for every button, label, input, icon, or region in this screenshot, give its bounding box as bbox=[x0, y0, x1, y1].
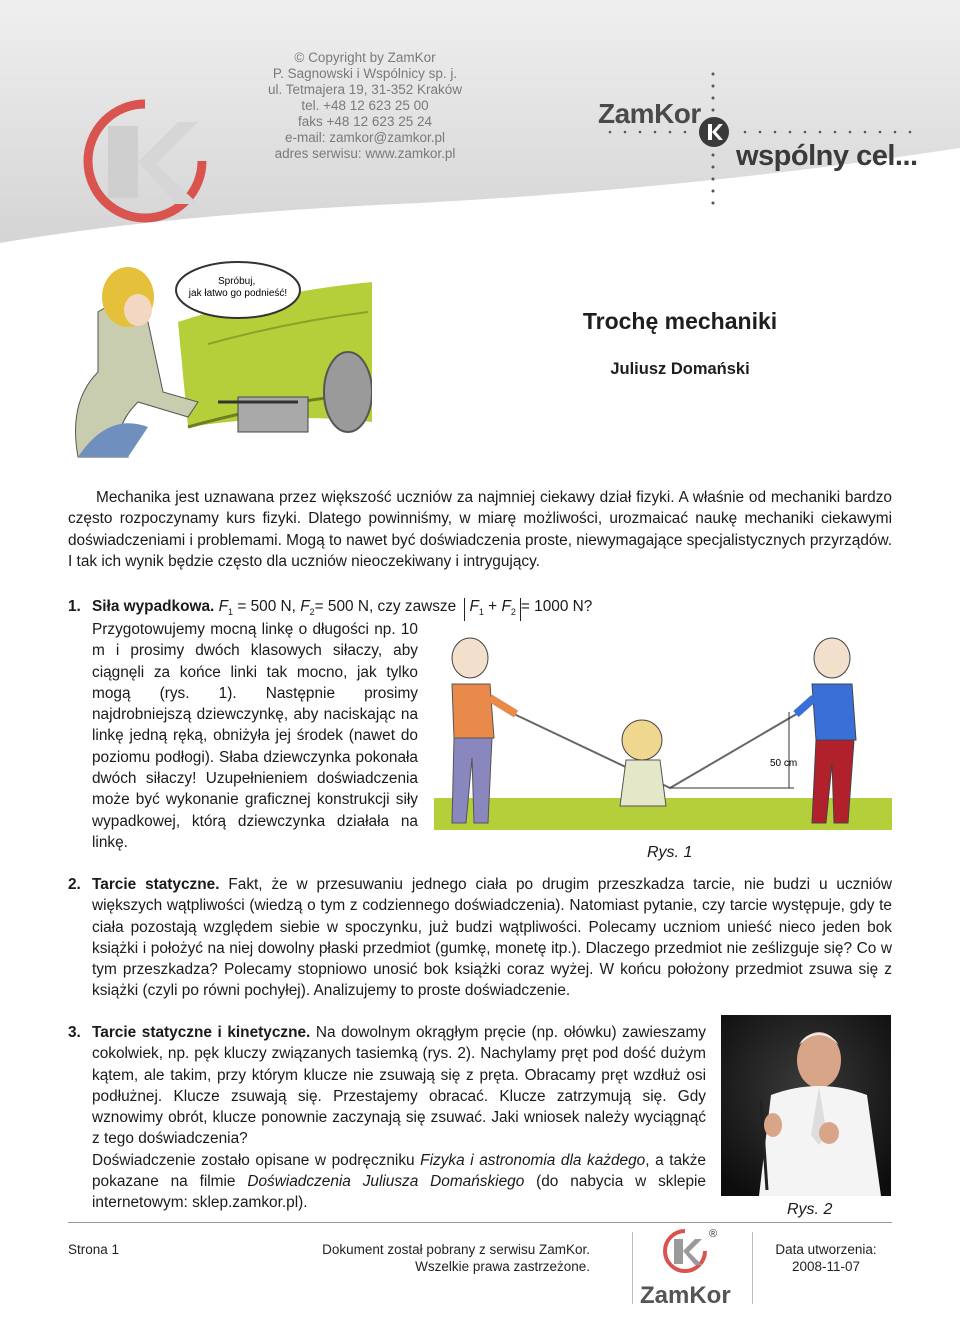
document-author: Juliusz Domański bbox=[610, 360, 750, 378]
force-f1-value: = 500 N, bbox=[237, 598, 296, 615]
section-1-body: Przygotowujemy mocną linkę o długości np. 10 m i prosimy dwóch klasowych siłaczy, aby ciągnęli za końce linki tak mocno, jak tylko mogą (rys. 1). Następnie prosimy najdrobniejszą dziewczynkę, aby naciskając na linkę jedną ręką, obniżyła jej środek (nawet do poziomu podłogi). Słaba dziewczynka pokonała dwóch siłaczy! Uzupełnieniem doświadczenia może być wykonanie graficznej konstrukcji siły wypadkowej, którą dziewczynka działała na linkę. bbox=[92, 621, 418, 851]
brand-k-badge-icon bbox=[698, 116, 730, 148]
section-number: 2. bbox=[68, 876, 81, 893]
film-title: Doświadczenia Juliusza Domańskiego bbox=[247, 1173, 525, 1191]
vector-sum-result: = 1000 N? bbox=[520, 598, 593, 615]
force-f1-subscript: 1 bbox=[228, 607, 234, 618]
figure-1-caption: Rys. 1 bbox=[647, 844, 693, 861]
footer-notice-line: Wszelkie prawa zastrzeżone. bbox=[415, 1259, 590, 1274]
section-heading: Siła wypadkowa. bbox=[92, 598, 215, 615]
section-heading: Tarcie statyczne. bbox=[92, 876, 220, 893]
creation-date-value: 2008-11-07 bbox=[791, 1259, 861, 1274]
speech-bubble-line: Spróbuj, bbox=[217, 276, 256, 287]
intro-paragraph: Mechanika jest uznawana przez większość uczniów za najmniej ciekawy dział fizyki. A właśnie od mechaniki bardzo często rozpoczynamy kurs fizyki. Dlatego powinniśmy, w miarę możliwości, urozmaicać naukę mechaniki ciekawymi doświadczeniami i problemami. Mogą to nawet być doświadczenia proste, niewymagające specjalistycznych przyrządów. I tak ich wynik będzie często dla uczniów nieoczekiwany i intrygujący. bbox=[68, 489, 892, 570]
fax-line: faks +48 12 623 25 24 bbox=[298, 114, 432, 129]
car-jack-illustration bbox=[68, 252, 372, 464]
brand-slogan: wspólny cel... bbox=[736, 140, 918, 172]
brand-name: ZamKor bbox=[598, 98, 701, 129]
force-f2-subscript: 2 bbox=[309, 607, 315, 618]
address-line: ul. Tetmajera 19, 31-352 Kraków bbox=[267, 82, 463, 97]
footer-column-divider bbox=[632, 1232, 633, 1304]
copyright-line: © Copyright by ZamKor bbox=[294, 50, 436, 65]
vector-sum-formula: $F_1 + F_2$ bbox=[464, 598, 520, 621]
section-number: 3. bbox=[68, 1024, 81, 1041]
section-3 bbox=[68, 1022, 706, 1214]
footer-brand-name: ZamKor bbox=[640, 1282, 731, 1309]
website-link[interactable]: adres serwisu: www.zamkor.pl bbox=[274, 146, 456, 161]
footer-divider bbox=[68, 1222, 892, 1223]
force-f2-symbol: F bbox=[300, 598, 310, 615]
email-link[interactable]: e-mail: zamkor@zamkor.pl bbox=[285, 130, 445, 145]
force-f1-symbol: F bbox=[218, 598, 229, 615]
section-text: (do nabycia w sklepie internetowym: sklep.zamkor.pl). bbox=[92, 1173, 706, 1212]
registered-mark: ® bbox=[709, 1228, 718, 1240]
figure-dimension-label: 50 cm bbox=[770, 758, 798, 769]
footer-column-divider bbox=[752, 1232, 753, 1304]
footer-notice bbox=[300, 1241, 590, 1275]
experiment-photo bbox=[721, 1015, 891, 1196]
speech-bubble-line: jak łatwo go podnieść! bbox=[188, 288, 288, 299]
zamkor-k-logo-icon bbox=[80, 96, 210, 226]
footer-notice-line: Dokument został pobrany z serwisu ZamKor. bbox=[322, 1242, 590, 1257]
section-body: Fakt, że w przesuwaniu jednego ciała po drugim przeszkadza tarcie, nie budzi u uczniów większych wątpliwości (wiedzą o tym z codziennego doświadczenia). Natomiast pytanie, czy tarcie występuje, gdy te ciała pozostają względem siebie w spoczynku, już budzi wątpliwości. Polecamy uczniom unieść nieco jeden bok książki i położyć na niej dowolny płaski przedmiot (gumkę, monetę itp.). Dlaczego przedmiot nie ześlizguje się? Co w tym przeszkadza? Polecamy stopniowo unosić bok książki coraz wyżej. W końcu położony przedmiot zsuwa się z książki (czyli po równi pochyłej). Analizujemy to proste doświadczenie. bbox=[92, 876, 892, 1000]
section-text: Doświadczenie zostało opisane w podręczniku bbox=[92, 1151, 421, 1169]
force-f2-value: = 500 N, czy zawsze bbox=[314, 598, 457, 615]
page-number: Strona 1 bbox=[68, 1242, 120, 1257]
tug-of-war-illustration bbox=[434, 628, 892, 830]
document-title: Trochę mechaniki bbox=[582, 308, 778, 334]
section-body: Na dowolnym okrągłym pręcie (np. ołówku) zawieszamy cokolwiek, np. pęk kluczy związanych tasiemką (rys. 2). Nachylamy pręt pod dość dużym kątem, ale takim, przy którym klucze nie zsuwają się z pręta. Obracamy pręt wzdłuż osi podłużnej. Klucze zsuwają się. Przestajemy obracać. Klucze zatrzymują się. Gdy wznowimy obrót, klucze ponownie zaczynają się zsuwać. Jaki wniosek należy wyciągnąć z tego doświadczenia? bbox=[92, 1024, 706, 1148]
section-2 bbox=[68, 874, 892, 1002]
figure-2-caption: Rys. 2 bbox=[787, 1201, 833, 1218]
copyright-block bbox=[230, 50, 500, 162]
section-heading: Tarcie statyczne i kinetyczne. bbox=[92, 1024, 311, 1041]
book-title: Fizyka i astronomia dla każdego bbox=[420, 1151, 646, 1169]
section-text: , a także pokazane na filmie bbox=[92, 1151, 706, 1191]
company-line: P. Sagnowski i Wspólnicy sp. j. bbox=[272, 66, 458, 81]
phone-line: tel. +48 12 623 25 00 bbox=[301, 98, 429, 113]
creation-date-label: Data utworzenia: bbox=[775, 1242, 877, 1257]
creation-date-block bbox=[760, 1241, 892, 1275]
footer-k-logo-icon bbox=[662, 1228, 708, 1274]
section-number: 1. bbox=[68, 598, 81, 615]
